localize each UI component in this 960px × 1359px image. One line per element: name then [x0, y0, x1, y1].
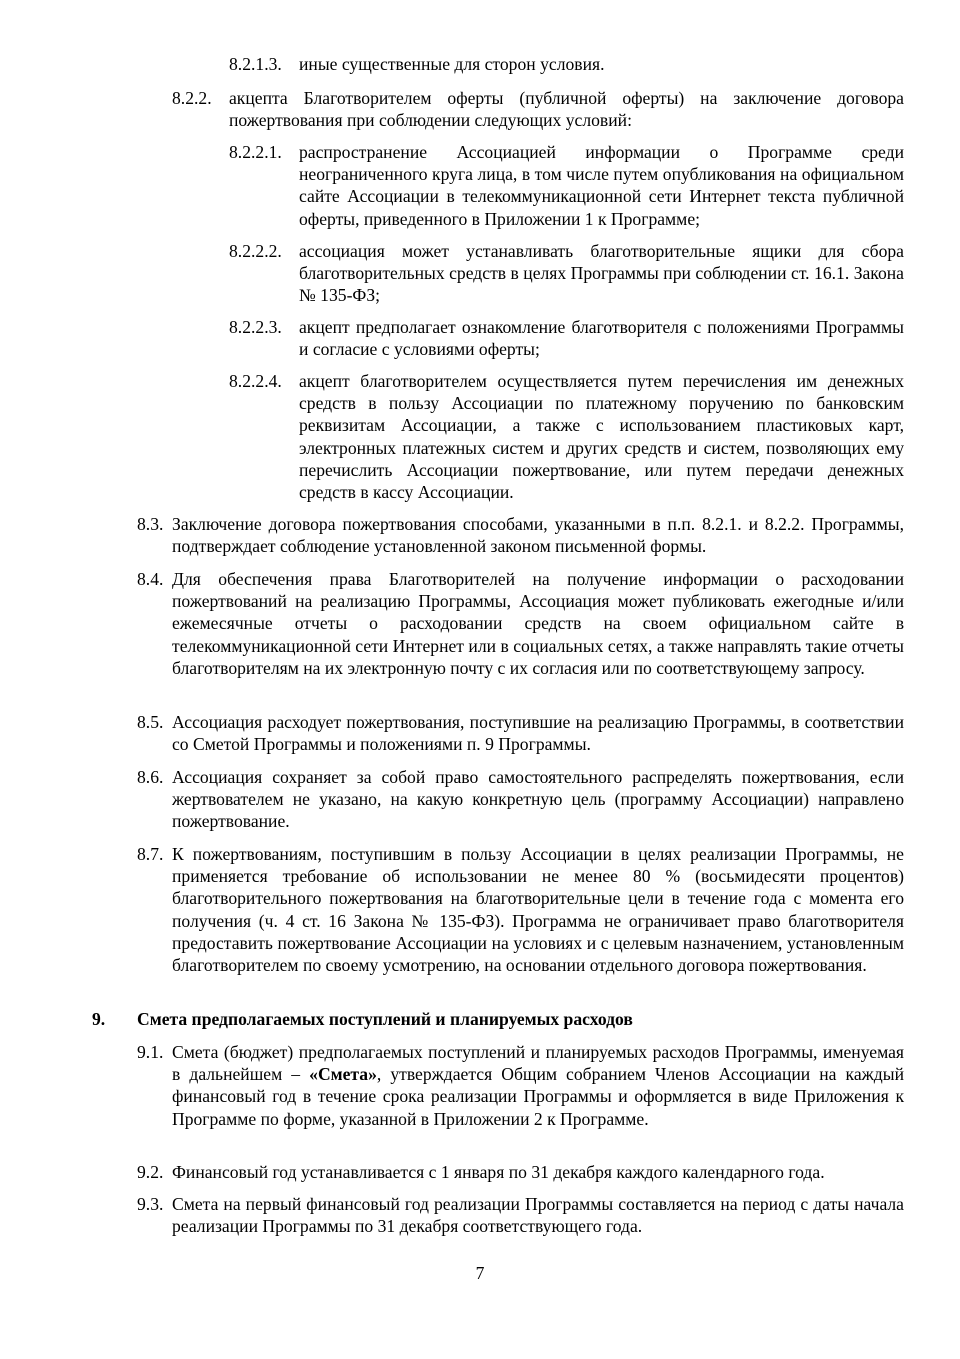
clause-8-2-2-4: [229, 370, 904, 503]
clause-text: акцепта Благотворителем оферты (публичной оферты) на заключение договора пожертвования при соблюдении следующих условий:: [229, 88, 904, 131]
section-number: 9.: [92, 1009, 106, 1029]
clause-number: 8.2.1.3.: [229, 54, 282, 74]
clause-8-6: [137, 766, 904, 833]
clause-number: 8.3.: [137, 514, 164, 534]
clause-number: 8.2.2.3.: [229, 317, 282, 337]
clause-text: распространение Ассоциацией информации о Программе среди неограниченного круга лица, в том числе путем опубликования на официальном сайте Ассоциации в телекоммуникационной сети Интернет текста публичной оферты, приведенного в Приложении 1 к Программе;: [299, 142, 904, 229]
clause-text: акцепт благотворителем осуществляется путем перечисления им денежных средств в пользу Ассоциации по платежному поручению по банковским реквизитам Ассоциации, а также с использованием пластиковых карт, электронных платежных систем и других средств и систем, позволяющих ему перечислить Ассоциации пожертвование, или путем передачи денежных средств в кассу Ассоциации.: [299, 371, 904, 503]
clause-8-7: [137, 843, 904, 976]
clause-number: 8.2.2.2.: [229, 241, 282, 261]
clause-8-2-2-1: [229, 141, 904, 230]
clause-number: 9.2.: [137, 1162, 164, 1182]
clause-text: [172, 1041, 904, 1130]
clause-text: Финансовый год устанавливается с 1 января по 31 декабря каждого календарного года.: [172, 1162, 825, 1182]
clause-8-4: [137, 568, 904, 679]
clause-8-2-1-3: [229, 53, 904, 75]
clause-number: 8.2.2.4.: [229, 371, 282, 391]
clause-number: 8.2.2.1.: [229, 142, 282, 162]
section-9-heading: [92, 1008, 904, 1030]
clause-8-2-2-2: [229, 240, 904, 307]
clause-text: иные существенные для сторон условия.: [299, 54, 605, 74]
clause-text-part: Смета (бюджет) предполагаемых поступлений и планируемых расходов Программы, именуемая в дальнейшем –: [172, 1042, 904, 1085]
clause-8-2-2-3: [229, 316, 904, 360]
clause-text: К пожертвованиям, поступившим в пользу Ассоциации в целях реализации Программы, не применяется требование об использовании не менее 80 % (восьмидесяти процентов) благотворительного пожертвования на благотворительные цели в течение года с момента его получения (ч. 4 ст. 16 Закона № 135-ФЗ). Программа не ограничивает право благотворителя предоставить пожертвование Ассоциации на условиях и с целевым назначением, установленным благотворителем по своему усмотрению, на основании отдельного договора пожертвования.: [172, 844, 904, 976]
clause-number: 9.3.: [137, 1194, 164, 1214]
clause-text: Ассоциация расходует пожертвования, поступившие на реализацию Программы, в соответствии со Сметой Программы и положениями п. 9 Программы.: [172, 712, 904, 755]
clause-text: акцепт предполагает ознакомление благотворителя с положениями Программы и согласие с условиями оферты;: [299, 317, 904, 360]
clause-text-part: , утверждается Общим собранием Членов Ассоциации на каждый финансовый год в течение срока реализации Программы и оформляется в виде Приложения к Программе по форме, указанной в Приложении 2 к Программе.: [172, 1064, 904, 1129]
clause-9-1: [137, 1041, 904, 1130]
clause-text: Заключение договора пожертвования способами, указанными в п.п. 8.2.1. и 8.2.2. Программы, подтверждает соблюдение установленной законом письменной формы.: [172, 514, 904, 557]
clause-9-2: [137, 1161, 904, 1183]
clause-number: 8.6.: [137, 767, 164, 787]
clause-number: 8.5.: [137, 712, 164, 732]
clause-text: Смета на первый финансовый год реализации Программы составляется на период с даты начала реализации Программы по 31 декабря соответствующего года.: [172, 1194, 904, 1237]
clause-8-3: [137, 513, 904, 557]
clause-9-3: [137, 1193, 904, 1237]
clause-number: 8.2.2.: [172, 88, 212, 108]
clause-number: 8.4.: [137, 569, 164, 589]
smeta-term: «Смета»: [309, 1064, 377, 1085]
clause-number: 9.1.: [137, 1042, 164, 1062]
clause-8-2-2: [172, 87, 904, 131]
clause-8-5: [137, 711, 904, 755]
page-number: 7: [475, 1263, 485, 1283]
section-title: Смета предполагаемых поступлений и планируемых расходов: [137, 1009, 633, 1029]
clause-text: Для обеспечения права Благотворителей на получение информации о расходовании пожертвований на реализацию Программы, Ассоциация может публиковать ежегодные и/или ежемесячные отчеты о расходовании средств на своем официальном сайте в телекоммуникационной сети Интернет или в социальных сетях, а также направлять такие отчеты благотворителям на их электронную почту с их согласия или по соответствующему запросу.: [172, 569, 904, 678]
clause-text: ассоциация может устанавливать благотворительные ящики для сбора благотворительных средств в целях Программы при соблюдении ст. 16.1. Закона № 135-ФЗ;: [299, 241, 904, 306]
clause-text: Ассоциация сохраняет за собой право самостоятельного распределять пожертвования, если жертвователем не указано, на какую конкретную цель (программу Ассоциации) направлено пожертвование.: [172, 767, 904, 832]
clause-number: 8.7.: [137, 844, 164, 864]
